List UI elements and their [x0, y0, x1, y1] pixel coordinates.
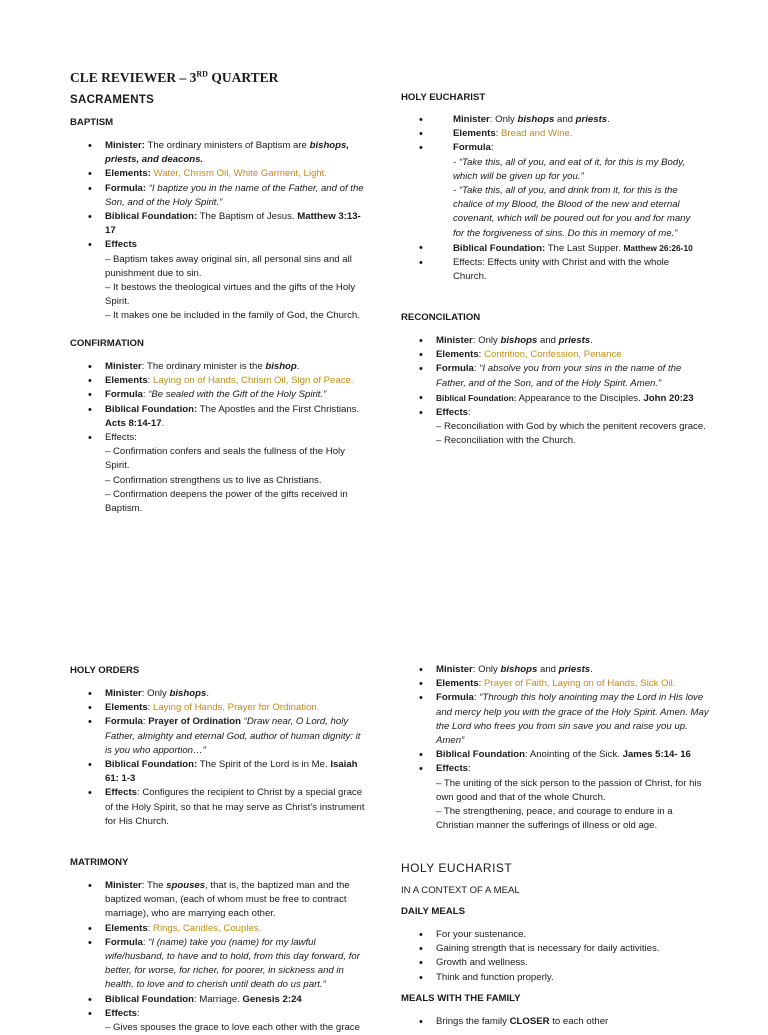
reconciliation-effects [401, 406, 711, 449]
minister-label: Minister [453, 114, 490, 125]
minister-end: . [590, 335, 593, 346]
holy-orders-elements [70, 701, 370, 715]
holy-eucharist-effects [401, 256, 701, 284]
anointing-minister [401, 663, 711, 677]
matrimony-list [70, 879, 370, 1035]
confirmation-minister [70, 360, 370, 374]
elements-value: Laying on of Hands, Chrism Oil, Sign of Peace. [153, 375, 354, 387]
minister-text: : The ordinary minister is the [141, 361, 266, 372]
effects-text: Effects: Effects unity with Christ and with the whole Church. [453, 257, 670, 283]
elements-value: Water, Chrism Oil, White Garment, Light. [150, 168, 327, 180]
minister-bishops: bishops [500, 335, 538, 346]
baptism-foundation [70, 210, 370, 238]
formula-line: - “Take this, all of you, and drink from it, for this is the chalice of my Blood, the Blood of the new and eternal covenant, which will be poured out for you and for many for the forgiveness of sins. Do this in memory of me.” [453, 185, 691, 239]
elements-label: Elements [105, 922, 148, 934]
minister-name: bishop [265, 361, 297, 372]
minister-label: Minister [105, 361, 142, 372]
family-item-bold: CLOSER [509, 1015, 550, 1027]
minister-rest: , that is, the baptized man and the baptized woman, (each of whom must be free to contract marriage), who are marrying each other. [105, 880, 350, 920]
daily-meals-list [401, 928, 711, 985]
formula-label: Formula: [105, 182, 147, 194]
foundation-ref: John 20:23 [643, 392, 694, 404]
minister-label: Minister [436, 664, 473, 675]
effect-line: – It makes one be included in the family of God, the Church. [105, 310, 360, 322]
foundation-text: The Last Supper. [545, 242, 624, 254]
anointing-elements [401, 677, 711, 691]
foundation-end: . [161, 417, 165, 429]
elements-value: Rings, Candles, Couples. [153, 922, 262, 934]
elements-label: Elements [105, 375, 148, 387]
matrimony-heading: MATRIMONY [70, 857, 129, 868]
effects-label: Effects: [105, 432, 137, 444]
minister-and: and [554, 114, 576, 125]
matrimony-minister [70, 879, 370, 922]
matrimony-section [70, 856, 370, 1035]
anointing-section [401, 663, 711, 833]
effect-line: – Reconciliation with the Church. [436, 435, 576, 447]
baptism-elements [70, 167, 370, 181]
holy-orders-heading: HOLY ORDERS [70, 665, 140, 676]
minister-text: : Only [472, 664, 501, 675]
effects-label: Effects [105, 239, 137, 251]
anointing-formula [401, 691, 711, 748]
effects-label: Effects [436, 763, 468, 775]
holy-orders-minister [70, 687, 370, 701]
daily-meals-heading: DAILY MEALS [401, 906, 465, 917]
effects-sep: : [137, 1007, 140, 1019]
matrimony-elements [70, 922, 370, 936]
holy-eucharist-foundation [401, 241, 701, 256]
confirmation-section [70, 337, 370, 516]
elements-sep: : [147, 922, 154, 934]
foundation-ref: Acts 8:14-17 [105, 417, 162, 429]
document-title [70, 70, 370, 86]
minister-end: . [296, 361, 300, 372]
anointing-list [401, 663, 711, 833]
minister-label: Minister [105, 880, 142, 891]
baptism-effects [70, 238, 370, 323]
foundation-ref: Matthew 3:13-17 [105, 211, 361, 237]
family-item-start: Brings the family [436, 1015, 510, 1027]
minister-text: : The [141, 880, 167, 891]
formula-value: “I (name) take you (name) for my lawful wife/husband, to have and to hold, from this day forward, for better, for worse, for richer, for poorer, in sickness and in health, to love and to cherish until death do us part.” [105, 936, 360, 991]
minister-label: Minister [105, 688, 142, 699]
effects-text: : Configures the recipient to Christ by a special grace of the Holy Spirit, so that he may serve as Christ’s instrument for His Church. [105, 787, 365, 827]
minister-and: and [537, 664, 559, 675]
list-item: • For your sustenance. [401, 928, 711, 942]
foundation-ref: Matthew 26:26-10 [623, 242, 693, 253]
foundation-ref: Isaiah 61: 1-3 [105, 759, 358, 785]
foundation-ref: James 5:14- 16 [622, 749, 691, 761]
holy-eucharist-list [401, 113, 701, 284]
foundation-text: Appearance to the Disciples. [516, 392, 644, 404]
foundation-text: The Apostles and the First Christians. [197, 403, 360, 415]
holy-eucharist-elements [401, 127, 701, 141]
effect-line: – Confirmation confers and seals the fullness of the Holy Spirit. [105, 446, 345, 472]
formula-value: “I baptize you in the name of the Father, and of the Son, and of the Holy Spirit.” [105, 182, 364, 208]
reconciliation-minister [401, 334, 711, 348]
matrimony-effects [70, 1007, 370, 1035]
minister-bishops: bishops [500, 664, 538, 675]
foundation-label: Biblical Foundation: [436, 392, 517, 403]
minister-label: Minister [436, 335, 473, 346]
formula-name: Prayer of Ordination [148, 716, 241, 728]
confirmation-foundation [70, 403, 370, 431]
effects-sep: : [468, 407, 471, 419]
effect-line: – Confirmation deepens the power of the gifts received in Baptism. [105, 488, 348, 515]
formula-sep: : [142, 389, 149, 401]
holy-eucharist-section [401, 91, 701, 284]
reconciliation-formula [401, 362, 711, 390]
elements-label: Elements [453, 128, 496, 140]
holy-orders-effects [70, 786, 370, 829]
reconciliation-foundation [401, 391, 711, 406]
elements-sep: : [147, 375, 154, 387]
elements-value: Bread and Wine. [501, 128, 573, 140]
foundation-label: Biblical Foundation: [105, 403, 198, 415]
effect-line: – The strengthening, peace, and courage to endure in a Christian manner the sufferings of illness or old age. [436, 806, 673, 832]
formula-sep: : [473, 363, 480, 375]
formula-label: Formula [436, 692, 474, 704]
minister-end: . [590, 664, 593, 675]
eucharist-meal-subheading: IN A CONTEXT OF A MEAL [401, 885, 520, 896]
foundation-ref: Genesis 2:24 [242, 993, 302, 1005]
minister-end: . [206, 688, 209, 699]
minister-label: Minister: [105, 140, 145, 151]
reconciliation-section [401, 311, 711, 449]
document-title-text: CLE REVIEWER – 3 [70, 70, 197, 85]
effect-line: – Confirmation strengthens us to live as Christians. [105, 474, 322, 486]
elements-sep: : [147, 702, 154, 714]
elements-sep: : [478, 349, 485, 361]
baptism-formula [70, 182, 370, 210]
holy-eucharist-formula [401, 141, 701, 240]
eucharist-meal-heading: HOLY EUCHARIST [401, 861, 513, 875]
elements-label: Elements: [105, 168, 151, 180]
formula-label: Formula [105, 936, 143, 948]
elements-label: Elements [105, 702, 148, 714]
effect-line: – Gives spouses the grace to love each other with the grace [105, 1022, 360, 1034]
formula-value: “Draw near, O Lord, holy Father, almighty and eternal God, author of human dignity: it is you who apportion…” [105, 716, 361, 756]
foundation-label: Biblical Foundation: [453, 242, 546, 254]
effect-line: – Baptism takes away original sin, all personal sins and all punishment due to sin. [105, 253, 352, 279]
holy-orders-list [70, 687, 370, 829]
holy-eucharist-heading: HOLY EUCHARIST [401, 92, 486, 103]
foundation-label: Biblical Foundation [436, 749, 526, 761]
elements-sep: : [478, 678, 485, 690]
formula-sep: : [490, 142, 494, 154]
elements-value: Contrition, Confession, Penance [484, 349, 622, 361]
minister-priests: priests [558, 664, 591, 675]
minister-name: bishops [169, 688, 207, 699]
baptism-heading: BAPTISM [70, 117, 114, 128]
minister-text: : Only [489, 114, 518, 125]
foundation-text: : Marriage. [194, 993, 243, 1005]
list-item: • Growth and wellness. [401, 956, 711, 970]
minister-names: bishops, priests, and deacons. [105, 140, 350, 166]
minister-bishops: bishops [517, 114, 555, 125]
formula-sep: : [142, 936, 149, 948]
formula-label: Formula [105, 716, 143, 728]
confirmation-effects [70, 431, 370, 516]
effect-line: – It bestows the theological virtues and the gifts of the Holy Spirit. [105, 282, 356, 308]
list-item: • Think and function properly. [401, 971, 711, 985]
formula-value: “Through this holy anointing may the Lord in His love and mercy help you with the grace of the Holy Spirit. Amen. May the Lord who frees you from sin save you and raise you up. Amen” [436, 692, 709, 747]
anointing-effects [401, 762, 711, 833]
sacraments-heading: SACRAMENTS [70, 94, 155, 106]
family-meals-list [401, 1015, 711, 1029]
formula-label: Formula [105, 389, 143, 401]
effect-line: – Reconciliation with God by which the penitent recovers grace. [436, 421, 706, 433]
effects-label: Effects [105, 1007, 137, 1019]
holy-orders-foundation [70, 758, 370, 786]
holy-eucharist-minister [401, 113, 701, 127]
formula-sep: : [142, 716, 149, 728]
formula-value: “I absolve you from your sins in the name of the Father, and of the Son, and of the Holy Spirit. Amen.” [436, 363, 682, 389]
foundation-label: Biblical Foundation: [105, 211, 198, 223]
foundation-text: The Spirit of the Lord is in Me. [197, 759, 331, 771]
list-item: • Gaining strength that is necessary for daily activities. [401, 942, 711, 956]
family-meals-heading: MEALS WITH THE FAMILY [401, 992, 521, 1004]
left-column [70, 70, 370, 108]
effect-line: – The uniting of the sick person to the passion of Christ, for his own good and that of the whole Church. [436, 777, 702, 803]
confirmation-list [70, 360, 370, 516]
confirmation-formula [70, 388, 370, 402]
list-item [401, 1015, 711, 1029]
minister-end: . [607, 114, 610, 125]
document-title-superscript: RD [196, 69, 208, 79]
formula-label: Formula [453, 142, 491, 154]
effects-sep: : [468, 763, 471, 775]
formula-line: - “Take this, all of you, and eat of it, for this is my Body, which will be given up for you.” [453, 156, 685, 182]
baptism-section [70, 116, 370, 324]
minister-text: : Only [141, 688, 170, 699]
minister-text: : Only [472, 335, 501, 346]
elements-label: Elements [436, 678, 479, 690]
confirmation-elements [70, 374, 370, 388]
minister-priests: priests [575, 114, 608, 125]
baptism-minister [70, 139, 370, 167]
eucharist-meal-section [401, 860, 711, 1029]
formula-sep: : [473, 692, 480, 704]
holy-orders-section [70, 664, 370, 829]
foundation-text: The Baptism of Jesus. [197, 211, 298, 223]
effects-label: Effects [436, 407, 468, 419]
elements-sep: : [495, 128, 502, 140]
reconciliation-heading: RECONCILATION [401, 312, 481, 323]
confirmation-heading: CONFIRMATION [70, 338, 144, 349]
minister-and: and [537, 335, 559, 346]
reconciliation-elements [401, 348, 711, 362]
family-item-end: to each other [549, 1015, 609, 1027]
elements-value: Laying of Hands, Prayer for Ordination. [153, 702, 320, 714]
anointing-foundation [401, 748, 711, 762]
document-title-end: QUARTER [207, 70, 279, 85]
elements-label: Elements [436, 349, 479, 361]
foundation-label: Biblical Foundation [105, 993, 195, 1005]
minister-priests: priests [558, 335, 591, 346]
holy-orders-formula [70, 715, 370, 758]
matrimony-formula [70, 936, 370, 993]
minister-text: The ordinary ministers of Baptism are [144, 140, 310, 151]
effects-label: Effects [105, 787, 137, 799]
reconciliation-list [401, 334, 711, 449]
foundation-text: : Anointing of the Sick. [525, 749, 623, 761]
foundation-label: Biblical Foundation: [105, 759, 198, 771]
matrimony-foundation [70, 993, 370, 1007]
minister-name: spouses [166, 880, 206, 891]
elements-value: Prayer of Faith, Laying on of Hands, Sick Oil. [484, 678, 676, 690]
baptism-list [70, 139, 370, 324]
formula-label: Formula [436, 363, 474, 375]
formula-value: “Be sealed with the Gift of the Holy Spirit.” [148, 389, 327, 401]
